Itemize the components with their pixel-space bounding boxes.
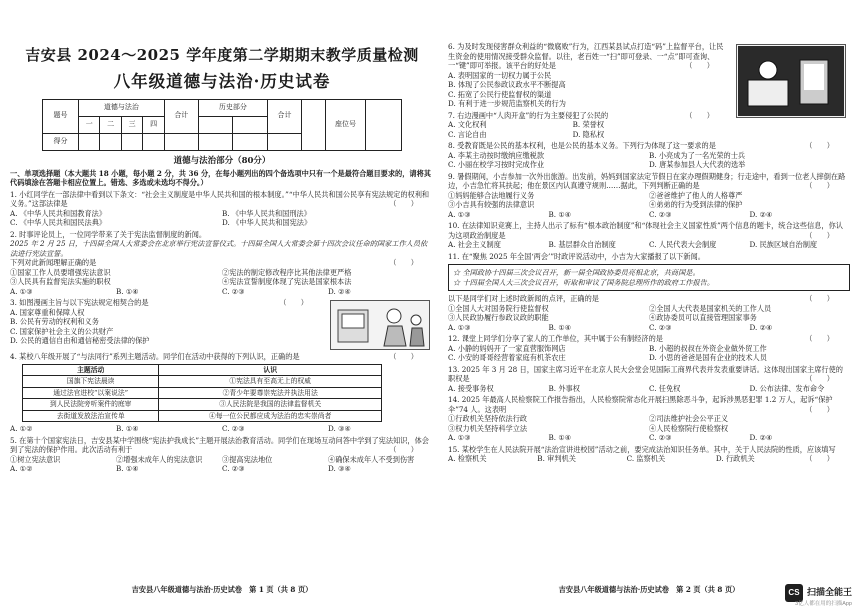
option[interactable]: A. ①②	[10, 464, 33, 474]
option[interactable]: C. 国家保护社会主义的公共财产	[10, 326, 114, 336]
option[interactable]: C. ②③	[649, 209, 672, 219]
option[interactable]: A. ①③	[448, 209, 471, 219]
option[interactable]: C. 言论自由	[448, 129, 487, 139]
option[interactable]: B. 小超的叔叔在外资企业做外贸工作	[649, 343, 767, 353]
statement: ④人民检察院行使检察权	[649, 423, 729, 433]
option[interactable]: D. ②④	[749, 209, 773, 219]
statement: ③人民具有监督宪法实施的职权	[10, 277, 111, 287]
option[interactable]: D. 《中华人民共和国宪法》	[222, 218, 312, 228]
option[interactable]: C. ②③	[649, 433, 672, 442]
option[interactable]: B. 荣誉权	[572, 120, 605, 129]
camscanner-logo-icon: CS	[785, 584, 803, 602]
question-11: 11. 在“聚焦 2025 年全国‘两会’”时政评说活动中，小吉为大家播报了以下新闻。 ☆ 全国政协十四届三次会议召开，新一届全国政协委员亮相北京，共商国是。 ☆ 十四届全国人大三次会议召开，听取和审议了国务院总理所作的政府工作报告。 以下是同学们对上述时政新闻的点评，正确的是 （ ） ①全国人大对国务院行使监督权 ②全国人大代表是国家机关的工作人员 ③人民政协履行参政议政的职能 ④政协委员可以直接管理国家事务 A. ①③ B. ①④ C. ②③ D. ②④	[448, 252, 850, 333]
option[interactable]: D. 行政机关	[715, 454, 755, 463]
option[interactable]: A. 李某主动按时缴纳应缴税款	[448, 150, 545, 160]
option[interactable]: B. ①④	[116, 286, 139, 296]
option[interactable]: C. ②③	[222, 424, 245, 434]
statement: ①国家工作人员要增强宪法意识	[10, 267, 111, 277]
statement: ③小吉具有较强的法律意识	[448, 200, 535, 209]
right-page	[448, 40, 850, 586]
question-7: 7. 右边漫画中“人肉开盒”的行为主要侵犯了公民的 （ ） A. 文化权利 B. 荣誉权 C. 言论自由 D. 隐私权	[448, 110, 714, 139]
option[interactable]: B. 基层群众自治制度	[548, 240, 616, 249]
option[interactable]: C. ②③	[649, 322, 672, 332]
left-page	[10, 0, 434, 586]
statement: ④政协委员可以直接管理国家事务	[649, 313, 757, 322]
score-cell	[302, 99, 326, 150]
option[interactable]: C. ②③	[222, 286, 245, 296]
option[interactable]: D. ②④	[749, 322, 773, 332]
score-input[interactable]	[164, 133, 198, 150]
cartoon-image	[330, 300, 430, 350]
part-one-instructions: 一、单项选择题（本大题共 18 小题，每小题 2 分，共 36 分，在每小题列出的四个备选项中只有一个是最符合题目要求的，请将其代码填涂在答题卡相应位置上。错选、多选或未选均不得分。）	[10, 168, 431, 188]
question-10: 10. 在法律知识竞赛上，主持人出示了标有“根本政治制度”和“体现社会主义国家性质”两个信息的题卡，统合这些信息，你认为这项政治制度是 （ ） A. 社会主义制度 B. 基层群众自治制度 C. 人民代表大会制度 D. 民族区域自治制度	[448, 221, 850, 250]
score-cell: 四	[143, 116, 164, 133]
score-input[interactable]	[233, 133, 268, 150]
option[interactable]: B. ①④	[548, 322, 572, 332]
page-footer-right: 吉安县八年级道德与法治·历史试卷 第 2 页（共 8 页）	[558, 584, 740, 594]
option[interactable]: C. 任免权	[649, 383, 681, 393]
question-15: 15. 某校学生在人民法院开展“法治宣讲进校园”活动之前，要完成法治知识任务单。其中，关于人民法院的性质，应该填写 （ ） A. 检察机关 B. 审判机关 C. 监察机关 D. 行政机关	[448, 444, 836, 463]
score-input[interactable]	[268, 133, 302, 150]
option[interactable]: D. 有利于进一步规范监察机关的行为	[448, 99, 566, 108]
option[interactable]: A. 《中华人民共和国教育法》	[10, 208, 107, 218]
question-2: 2. 时事评论员上，一位同学带来了关于宪法监督制度的新闻。 2025 年 2 月 25 日，十四届全国人大常委会在北京举行宪法宣誓仪式。十四届全国人大常委会第十四次会议任命的国家工作人员依法进行宪法宣誓。 下列对此新闻理解正确的是 （ ） ①国家工作人员要增强宪法意识 ②宪法的制定修改程序比其他法律更严格 ③人民具有监督宪法实施的职权 ④宪法宣誓制度体现了宪法是国家根本法 A. ①③ B. ①④ C. ②③ D. ②④	[10, 230, 434, 297]
statement: ①树立宪法意识	[10, 454, 61, 464]
option[interactable]: B. 公民有劳动的权利和义务	[10, 317, 99, 327]
news-excerpt: 2025 年 2 月 25 日，十四届全国人大常委会在北京举行宪法宣誓仪式。十四届全国人大常委会第十四次会议任命的国家工作人员依法进行宪法宣誓。	[10, 239, 428, 258]
option[interactable]: B. ①④	[116, 424, 139, 434]
question-8: 8. 受教育既是公民的基本权利，也是公民的基本义务。下列行为体现了这一要求的是 （ ） A. 李某主动按时缴纳应缴税款 B. 小亮成为了一名光荣的士兵 C. 小丽在校学习按时完成作业 D. 唐某参加县人大代表的选举	[448, 141, 850, 170]
option[interactable]: A. ①③	[448, 322, 471, 332]
score-cell: 道德与法治	[79, 99, 165, 116]
option[interactable]: D. 民族区域自治制度	[749, 240, 818, 249]
question-4: 4. 某校八年级开展了“与法同行”系列主题活动。同学们在活动中获得的下列认识，正确的是 （ ） 主题活动 认识 国旗下宪法晨读 ①宪法具有至高无上的权威 通过法官进校“以案说法” ②青少年要尊崇宪法并执法用法 到人民法院旁听案件的庭审 ③人民法院是我国的法律监督机关 去街道发放法治宣传单 ④每一位公民都应成为法治的忠实崇尚者 A. ①② B. ①④ C. ②③ D. ③④	[10, 352, 434, 434]
option[interactable]: D. 小思的爸爸是国有企业的技术人员	[649, 353, 767, 362]
page-footer-left: 吉安县八年级道德与法治·历史试卷 第 1 页（共 8 页）	[131, 584, 313, 594]
question-5: 5. 在第十个国家宪法日，吉安县某中学围绕“宪法护我成长”主题开展法治教育活动。同学们在现场互动问答中学到了宪法知识，体会到了宪法的保护作用。此次活动有利于 （ ） ①树立宪法意识 ②增强未成年人的宪法意识 ③提高宪法地位 ④确保未成年人不受到伤害 A. ①② B. ①④ C. ②③ D. ③④	[10, 436, 434, 474]
option[interactable]: D. 唐某参加县人大代表的选举	[649, 160, 746, 169]
option[interactable]: A. 文化权利	[448, 120, 487, 129]
seat-number-field[interactable]	[366, 99, 402, 150]
statement: ②爸爸维护了他人的人格尊严	[649, 190, 743, 200]
statement: ④弟弟的行为受到法律的保护	[649, 200, 743, 209]
option[interactable]: A. 社会主义制度	[448, 240, 501, 249]
activity-table: 主题活动 认识 国旗下宪法晨读 ①宪法具有至高无上的权威 通过法官进校“以案说法” ②青少年要尊崇宪法并执法用法 到人民法院旁听案件的庭审 ③人民法院是我国的法律监督机关 去街道发放法治宣传单 ④每一位公民都应成为法治的忠实崇尚者	[22, 364, 382, 423]
score-input[interactable]	[100, 133, 121, 150]
score-cell: 得分	[43, 133, 79, 150]
score-input[interactable]	[143, 133, 164, 150]
option[interactable]: A. 检察机关	[448, 454, 487, 463]
statement: ②全国人大代表是国家机关的工作人员	[649, 303, 772, 313]
option[interactable]: B. 外事权	[548, 383, 580, 393]
scanner-watermark	[785, 584, 852, 607]
exam-title: 吉安县 2024～2025 学年度第二学期期末教学质量检测	[25, 46, 419, 64]
statement: ③权力机关坚持科学立法	[448, 423, 528, 433]
statement: ②司法维护社会公平正义	[649, 414, 729, 423]
score-cell: 合计	[268, 99, 302, 133]
question-1: 1. 小红同学在一部法律中看到以下条文：“社会主义制度是中华人民共和国的根本制度。”“中华人民共和国公民享有宪法规定的权利和义务。”这部法律是 （ ） A. 《中华人民共和国教育法》 B. 《中华人民共和国刑法》 C. 《中华人民共和国民法典》 D. 《中华人民共和国宪法》	[10, 190, 434, 228]
question-6: 6. 为及时发现侵害群众利益的“微腐败”行为，江西某县试点打造“码”上监督平台，让民生资金的使用情况接受群众监督。以往，老百姓一“扫”即可登录、一“点”即可查询、一“键”即可举报。该平台的好处是 （ ） A. 表明国家的一切权力属于公民 B. 体现了公民参政议政水平不断提高 C. 拓宽了公民行使监督权的渠道 D. 有利于进一步规范监察机关的行为	[448, 42, 850, 109]
option[interactable]: C. ②③	[222, 464, 245, 474]
score-cell	[233, 116, 268, 133]
option[interactable]: A. 小静的妈妈开了一家直营服饰网店	[448, 343, 566, 353]
score-cell: 二	[100, 116, 121, 133]
option[interactable]: A. ①③	[10, 286, 33, 296]
question-13: 13. 2025 年 3 月 28 日，国家主席习近平在北京人民大会堂会见国际工商界代表并发表重要讲话。这体现出国家主席行使的职权是 （ ） A. 接受事务权 B. 外事权 C. 任免权 D. 公布法律、发布命令	[448, 365, 850, 394]
cartoon-illustration	[738, 46, 844, 116]
cartoon-illustration	[332, 302, 428, 348]
option[interactable]: D. 公民的通信自由和通信秘密受法律的保护	[10, 336, 150, 346]
score-cell: 三	[121, 116, 142, 133]
score-cell	[198, 116, 233, 133]
score-cell: 一	[79, 116, 100, 133]
statement: ②增强未成年人的宪法意识	[116, 454, 203, 464]
statement: ①行政机关坚持依法行政	[448, 414, 528, 423]
option[interactable]: D. ③④	[328, 424, 351, 434]
option[interactable]: C. 《中华人民共和国民法典》	[10, 218, 107, 228]
score-input[interactable]	[198, 133, 233, 150]
option[interactable]: C. 小安的哥哥经营着家庭有机茶农庄	[448, 353, 566, 362]
option[interactable]: D. ②④	[749, 433, 773, 442]
option[interactable]: A. ①③	[448, 433, 471, 442]
cartoon-image	[736, 44, 846, 118]
question-14: 14. 2025 年最高人民检察院工作报告指出，人民检察院常态化开展扫黑除恶斗争，起诉涉黑恶犯罪 1.2 万人，起诉“保护伞”74 人。这表明 （ ） ①行政机关坚持依法行政 ②司法维护社会公平正义 ③权力机关坚持科学立法 ④人民检察院行使检察权 A. ①③ B. ①④ C. ②③ D. ②④	[448, 395, 850, 443]
option[interactable]: D. 隐私权	[572, 129, 605, 139]
option[interactable]: C. 人民代表大会制度	[649, 240, 717, 249]
option[interactable]: D. 公布法律、发布命令	[749, 383, 825, 393]
question-12: 12. 课堂上同学们分享了家人的工作单位，其中属于公有制经济的是 （ ） A. 小静的妈妈开了一家直营服饰网店 B. 小超的叔叔在外资企业做外贸工作 C. 小安的哥哥经营着家庭有机茶农庄 D. 小思的爸爸是国有企业的技术人员	[448, 334, 850, 363]
seat-number-label: 座位号	[326, 99, 366, 150]
option[interactable]: A. 表明国家的一切权力属于公民	[448, 70, 552, 80]
option[interactable]: A. 国家尊重和保障人权	[10, 307, 85, 317]
option[interactable]: B. ①④	[548, 209, 572, 219]
option[interactable]: D. ②④	[328, 286, 351, 296]
news-box: ☆ 全国政协十四届三次会议召开，新一届全国政协委员亮相北京，共商国是。 ☆ 十四届全国人大三次会议召开，听取和审议了国务院总理所作的政府工作报告。	[448, 264, 850, 291]
score-cell: 题号	[43, 99, 79, 133]
section-title: 道德与法治部分（80分）	[173, 155, 271, 166]
watermark-name: 扫描全能王	[806, 587, 852, 598]
option[interactable]: B. 审判机关	[537, 454, 576, 463]
option[interactable]: B. ①④	[548, 433, 572, 442]
statement: ①妈妈能够合法地履行义务	[448, 190, 535, 200]
statement: ④确保未成年人不受到伤害	[328, 454, 415, 464]
option[interactable]: B. 《中华人民共和国刑法》	[222, 208, 311, 218]
statement: ③提高宪法地位	[222, 454, 273, 464]
statement: ①全国人大对国务院行使监督权	[448, 303, 549, 313]
score-cell: 合计	[164, 99, 198, 133]
option[interactable]: C. 监察机关	[626, 454, 666, 463]
option[interactable]: B. ①④	[116, 464, 139, 474]
statement: ②宪法的制定修改程序比其他法律更严格	[222, 267, 352, 277]
statement: ③人民政协履行参政议政的职能	[448, 313, 549, 322]
option[interactable]: C. 拓宽了公民行使监督权的渠道	[448, 89, 552, 99]
option[interactable]: D. ③④	[328, 464, 351, 474]
question-9: 9. 暑假期间，小吉参加一次外出旅游。出发前，妈妈到国家法定节假日在家办理假期健身；行走途中，看到一位老人摔倒在路边，小吉急忙将其扶起；他在景区内认真遵守规则……据此，下列判断正确的是 （ ） ①妈妈能够合法地履行义务 ②爸爸维护了他人的人格尊严 ③小吉具有较强的法律意识 ④弟弟的行为受到法律的保护 A. ①③ B. ①④ C. ②③ D. ②④	[448, 172, 850, 220]
score-input[interactable]	[79, 133, 100, 150]
option[interactable]: B. 体现了公民参政议政水平不断提高	[448, 80, 566, 89]
exam-subtitle: 八年级道德与法治·历史试卷	[113, 71, 331, 91]
option[interactable]: A. 接受事务权	[448, 383, 494, 393]
question-3: 3. 如图漫画主旨与以下宪法规定相契合的是 （ ） A. 国家尊重和保障人权 B. 公民有劳动的权利和义务 C. 国家保护社会主义的公共财产 D. 公民的通信自由和通信秘密受法律的保护	[10, 298, 434, 346]
option[interactable]: B. 小亮成为了一名光荣的士兵	[649, 150, 746, 160]
score-cell: 历史部分	[198, 99, 267, 116]
watermark-tagline: 3亿人都在用的扫描App	[795, 600, 852, 607]
score-input[interactable]	[121, 133, 142, 150]
score-table	[42, 99, 402, 151]
option[interactable]: C. 小丽在校学习按时完成作业	[448, 160, 545, 169]
option[interactable]: A. ①②	[10, 424, 33, 434]
statement: ④宪法宣誓制度体现了宪法是国家根本法	[222, 277, 352, 287]
